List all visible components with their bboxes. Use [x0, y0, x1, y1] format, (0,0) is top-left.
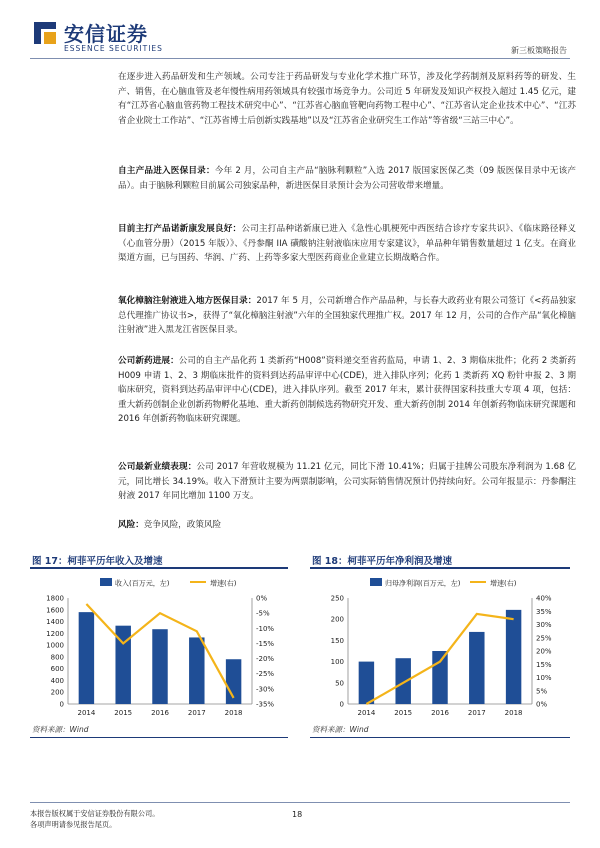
left-tick-label: 1400 [46, 618, 64, 627]
paragraph-text: 在逐步进入药品研发和生产领域。公司专注于药品研发与专业化学术推广环节，涉及化学药制剂及原料药等的研发、生产、销售，在心脑血管及老年慢性病用药领域具有较强市场竞争力。公司近 5 年研发及知识产权投入超过 1.45 亿元，建有“江苏省心脑血管药物工程技术研究中心”、“江苏省心脑血管靶向药物工程中心”、“江苏省认定企业技术中心”、“江苏省企业院士工作站”、“江苏省博士后创新实践基地”以及“江苏省企业研究生工作站”等省级“三站三中心”。 [118, 72, 576, 126]
right-tick-label: 25% [536, 634, 552, 643]
legend-swatch-bar [370, 578, 382, 586]
figure-17-source-divider [30, 737, 288, 738]
paragraph-camphor-injection [118, 294, 576, 338]
right-tick-label: -10% [256, 624, 275, 633]
left-tick-label: 150 [330, 636, 344, 645]
bar [359, 662, 374, 704]
report-type: 新三板策略报告 [511, 46, 567, 55]
figure-18-source: 资料来源：Wind [312, 725, 369, 734]
paragraph-lead: 氧化樟脑注射液进入地方医保目录： [118, 296, 257, 306]
legend-swatch-bar [100, 578, 112, 586]
paragraph-lead: 公司新药进展： [118, 356, 179, 366]
paragraph-main-product [118, 222, 576, 266]
right-tick-label: -5% [256, 609, 270, 618]
x-tick-label: 2017 [187, 709, 206, 717]
x-tick-label: 2018 [504, 709, 523, 717]
left-tick-label: 1800 [46, 594, 64, 603]
right-tick-label: 5% [536, 687, 548, 696]
paragraph-text: 公司的自主产品化药 1 类新药“H008”资料递交至省药监局，申请 1、2、3 期临床批件；化药 2 类新药 H009 申请 1、2、3 期临床批件的资料到达药品审评中心(CDE)，进入排队序列；化药 1 类新药 XQ 粉针申报 2、3 期临床研究，资料到达药品审评中心(CDE)，进入排队序列。截至 2017 年末，累计获得国家科技重大专项 4 项，包括：重大新药创制企业创新药物孵化基地、重大新药创制候选药物研究开发、重大新药创制 2014 年创新药物临床研究课题和 2016 年创新药物临床研究课题。 [118, 356, 576, 425]
right-tick-label: -15% [256, 639, 275, 648]
x-tick-label: 2014 [357, 709, 376, 717]
right-tick-label: -30% [256, 685, 275, 694]
x-tick-label: 2016 [151, 709, 169, 717]
paragraph-lead: 风险： [118, 520, 144, 530]
right-tick-label: 15% [536, 660, 552, 669]
right-tick-label: 0% [536, 700, 548, 709]
footer-disclaimer-copyright: 本报告版权属于安信证券股份有限公司。 [30, 809, 160, 818]
figure-18-title: 图 18：柯菲平历年净利润及增速 [312, 556, 453, 567]
paragraph-medical-insurance [118, 164, 576, 193]
paragraph-performance [118, 460, 576, 504]
logo-text-cn: 安信证券 [64, 22, 148, 46]
paragraph-new-drugs [118, 354, 576, 427]
bar [395, 658, 410, 704]
essence-logo-icon [32, 20, 58, 46]
paragraph-text: 公司 2017 年营收规模为 11.21 亿元，同比下滑 10.41%；归属于挂牌公司股东净利润为 1.68 亿元，同比增长 34.19%。收入下滑预计主要为两票制影响，公司实际销售情况预计仍持续向好。公司年报显示：丹参酮注射液 2017 年同比增加 1100 万支。 [118, 462, 576, 502]
left-tick-label: 400 [50, 676, 64, 685]
left-tick-label: 200 [330, 615, 344, 624]
left-tick-label: 1000 [46, 641, 64, 650]
footer-disclaimer [30, 808, 159, 830]
left-tick-label: 1600 [46, 606, 64, 615]
logo-text-en: ESSENCE SECURITIES [64, 44, 163, 53]
figure-18-chart [310, 572, 572, 720]
right-tick-label: 10% [536, 674, 552, 682]
figure-18-source-divider [310, 737, 570, 738]
paragraph-risk [118, 518, 576, 533]
page-header [0, 0, 600, 62]
right-tick-label: -20% [256, 655, 275, 664]
right-tick-label: -35% [256, 700, 275, 709]
paragraph-lead: 自主产品进入医保目录： [118, 166, 215, 176]
paragraph-lead: 目前主打产品诺新康发展良好： [118, 224, 242, 234]
bar [189, 637, 204, 704]
paragraph-text: 今年 2 月，公司自主产品“脑脉利颗粒”入选 2017 版国家医保乙类（09 版医保目录中无该产品）。由于脑脉利颗粒目前属公司独家品种，新进医保目录预计会为公司营收带来增量。 [118, 166, 576, 191]
left-tick-label: 600 [50, 665, 64, 674]
right-tick-label: 30% [536, 621, 552, 629]
legend-label-line: 增速(右) [490, 579, 517, 588]
paragraph-text: 公司主打品种诺新康已进入《急性心肌梗死中西医结合诊疗专家共识》、《临床路径释义（心血管分册）（2015 年版）》、《丹参酮 IIA 磺酸钠注射液临床应用专家建议》，单品种年销售数量超过 1 亿支。在商业渠道方面，已与国药、华润、广药、上药等多家大型医药商业企业建立长期战略合作。 [118, 224, 576, 264]
figure-17-chart [30, 572, 292, 720]
figure-18-divider [310, 567, 570, 569]
legend-label-bar: 收入(百万元，左) [115, 579, 170, 588]
legend-label-bar: 归母净利润(百万元，左) [385, 579, 461, 588]
right-tick-label: 35% [536, 607, 552, 616]
x-tick-label: 2018 [224, 709, 243, 717]
paragraph-lead: 公司最新业绩表现： [118, 462, 197, 472]
left-tick-label: 800 [50, 653, 64, 662]
left-tick-label: 250 [330, 594, 344, 603]
bar [506, 610, 521, 704]
left-tick-label: 1200 [46, 629, 64, 638]
right-tick-label: 0% [256, 594, 268, 603]
left-tick-label: 200 [50, 688, 64, 697]
figure-17-source: 资料来源：Wind [32, 725, 89, 734]
x-tick-label: 2016 [431, 709, 449, 717]
x-tick-label: 2014 [77, 709, 96, 717]
x-tick-label: 2015 [114, 709, 133, 717]
page-number: 18 [292, 810, 303, 819]
right-tick-label: 20% [536, 647, 552, 656]
footer-disclaimer-notice: 各项声明请参见报告尾页。 [30, 820, 117, 829]
right-tick-label: 40% [536, 594, 552, 603]
x-tick-label: 2017 [467, 709, 486, 717]
bar [469, 632, 484, 704]
figure-17-divider [30, 567, 288, 569]
paragraph-text: 竞争风险，政策风险 [143, 520, 222, 530]
figure-17-title: 图 17：柯菲平历年收入及增速 [32, 556, 163, 567]
paragraph-intro [118, 70, 576, 128]
bar [152, 629, 167, 704]
bar [432, 651, 447, 704]
left-tick-label: 0 [59, 700, 64, 709]
legend-label-line: 增速(右) [210, 579, 237, 588]
footer-divider [30, 802, 570, 803]
header-divider [30, 58, 570, 59]
right-tick-label: -25% [256, 670, 275, 679]
bar [79, 612, 94, 704]
x-tick-label: 2015 [394, 709, 413, 717]
paragraph-text: 2017 年 5 月，公司新增合作产品品种，与长春大政药业有限公司签订《<药品独家总代理推广协议书>，获得了“氧化樟脑注射液”六年的全国独家代理推广权。2017 年 12 月，公司的合作产品“氧化樟脑注射液”进入黑龙江省医保目录。 [118, 296, 576, 336]
left-tick-label: 100 [330, 658, 344, 667]
left-tick-label: 50 [335, 679, 344, 688]
left-tick-label: 0 [339, 700, 344, 709]
